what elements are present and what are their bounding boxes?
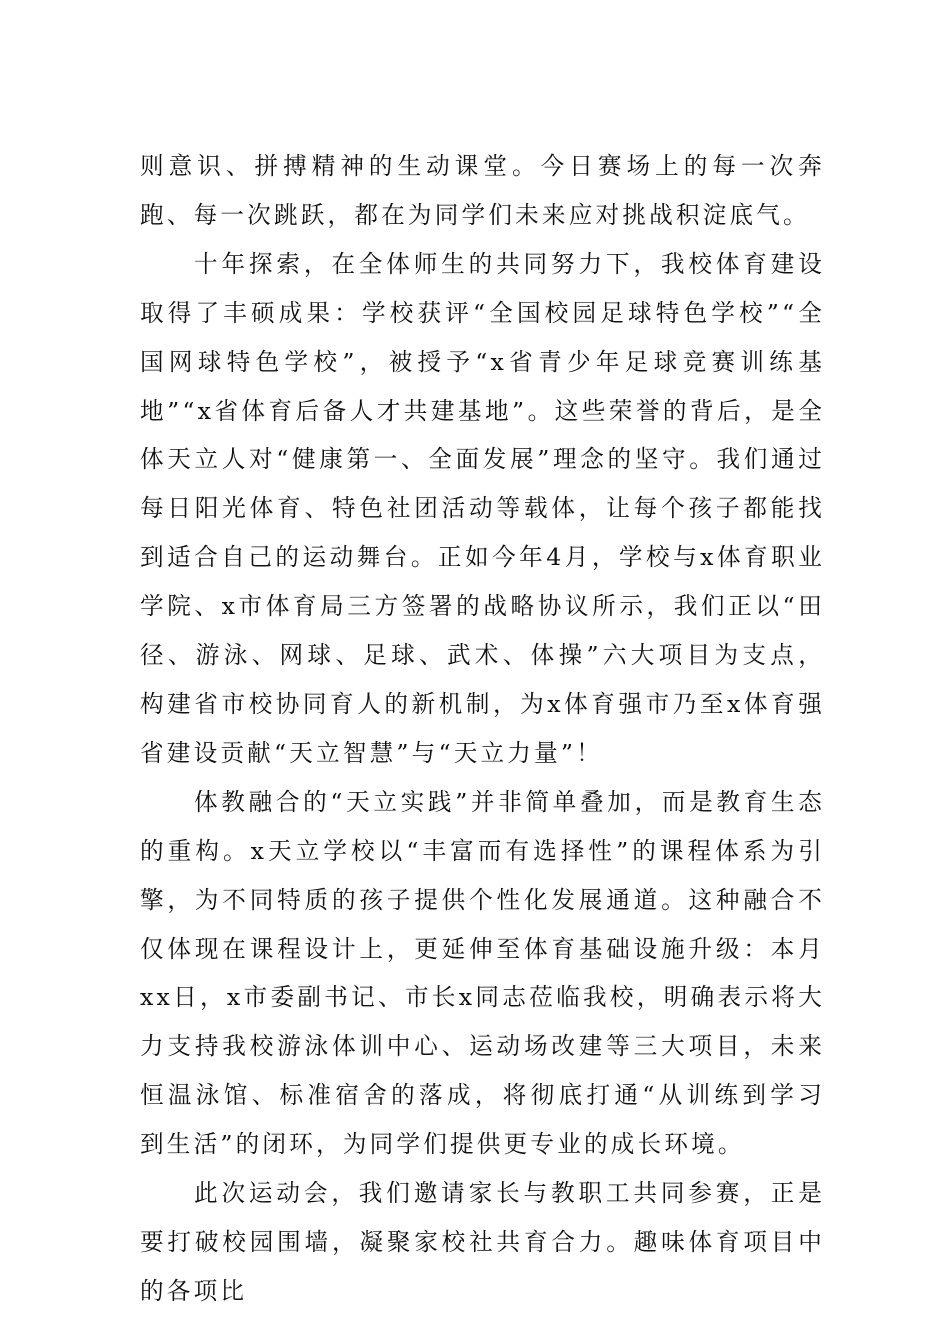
paragraph-4: 此次运动会，我们邀请家长与教职工共同参赛，正是要打破校园围墙，凝聚家校社共育合力。趣味体育项目中的各项比 bbox=[140, 1179, 825, 1305]
paragraph-2: 十年探索，在全体师生的共同努力下，我校体育建设取得了丰硕成果：学校获评“全国校园足球特色学校”“全国网球特色学校”，被授予“x省青少年足球竞赛训练基地”“x省体育后备人才共建基地”。这些荣誉的背后，是全体天立人对“健康第一、全面发展”理念的坚守。我们通过每日阳光体育、特色社团活动等载体，让每个孩子都能找到适合自己的运动舞台。正如今年4月，学校与x体育职业学院、x市体育局三方签署的战略协议所示，我们正以“田径、游泳、网球、足球、武术、体操”六大项目为支点，构建省市校协同育人的新机制，为x体育强市乃至x体育强省建设贡献“天立智慧”与“天立力量”！ bbox=[140, 249, 825, 767]
body-text bbox=[140, 142, 825, 1316]
paragraph-3: 体教融合的“天立实践”并非简单叠加，而是教育生态的重构。x天立学校以“丰富而有选择性”的课程体系为引擎，为不同特质的孩子提供个性化发展通道。这种融合不仅体现在课程设计上，更延伸至体育基础设施升级：本月xx日，x市委副书记、市长x同志莅临我校，明确表示将大力支持我校游泳体训中心、运动场改建等三大项目，未来恒温泳馆、标准宿舍的落成，将彻底打通“从训练到学习到生活”的闭环，为同学们提供更专业的成长环境。 bbox=[140, 787, 825, 1159]
paragraph-1: 则意识、拼搏精神的生动课堂。今日赛场上的每一次奔跑、每一次跳跃，都在为同学们未来应对挑战积淀底气。 bbox=[140, 152, 825, 229]
